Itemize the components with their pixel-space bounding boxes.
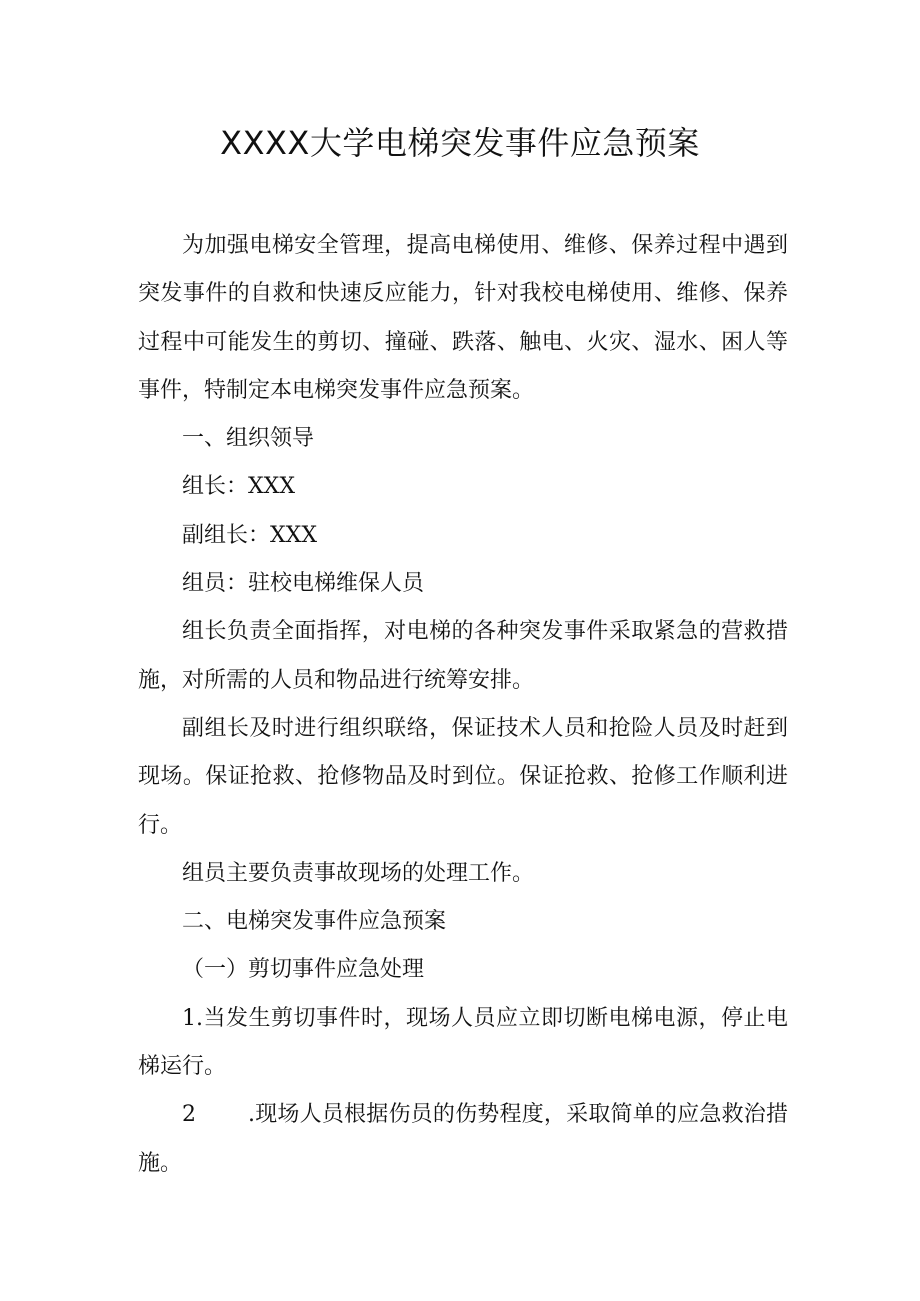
list-item-1: 1.当发生剪切事件时，现场人员应立即切断电梯电源，停止电梯运行。 (138, 1005, 788, 1080)
members-line: 组员：驻校电梯维保人员 (182, 571, 425, 597)
deputy-duty-paragraph: 副组长及时进行组织联络，保证技术人员和抢险人员及时赶到现场。保证抢救、抢修物品及时到位。保证抢救、抢修工作顺利进行。 (138, 715, 788, 838)
leader-duty-paragraph: 组长负责全面指挥，对电梯的各种突发事件采取紧急的营救措施，对所需的人员和物品进行统筹安排。 (138, 619, 788, 693)
list-item-2-text: .现场人员根据伤员的伤势程度，采取简单的应急救治措施。 (138, 1102, 788, 1176)
subsection-heading-shear: （一）剪切事件应急处理 (182, 957, 425, 983)
section-heading-emergency-plan: 二、电梯突发事件应急预案 (182, 909, 447, 935)
document-title: XXXX大学电梯突发事件应急预案 (220, 124, 700, 162)
intro-paragraph: 为加强电梯安全管理，提高电梯使用、维修、保养过程中遇到突发事件的自救和快速反应能力，针对我校电梯使用、维修、保养过程中可能发生的剪切、撞碰、跌落、触电、火灾、湿水、困人等事件，特制定本电梯突发事件应急预案。 (138, 233, 788, 403)
member-duty-paragraph: 组员主要负责事故现场的处理工作。 (182, 860, 535, 886)
document-body (138, 222, 788, 1188)
leader-line: 组长：XXX (182, 474, 295, 500)
list-item-2-number: 2 (182, 1102, 196, 1128)
section-heading-organization: 一、组织领导 (182, 426, 315, 452)
deputy-line: 副组长：XXX (182, 522, 317, 548)
list-item-2 (138, 1091, 788, 1188)
